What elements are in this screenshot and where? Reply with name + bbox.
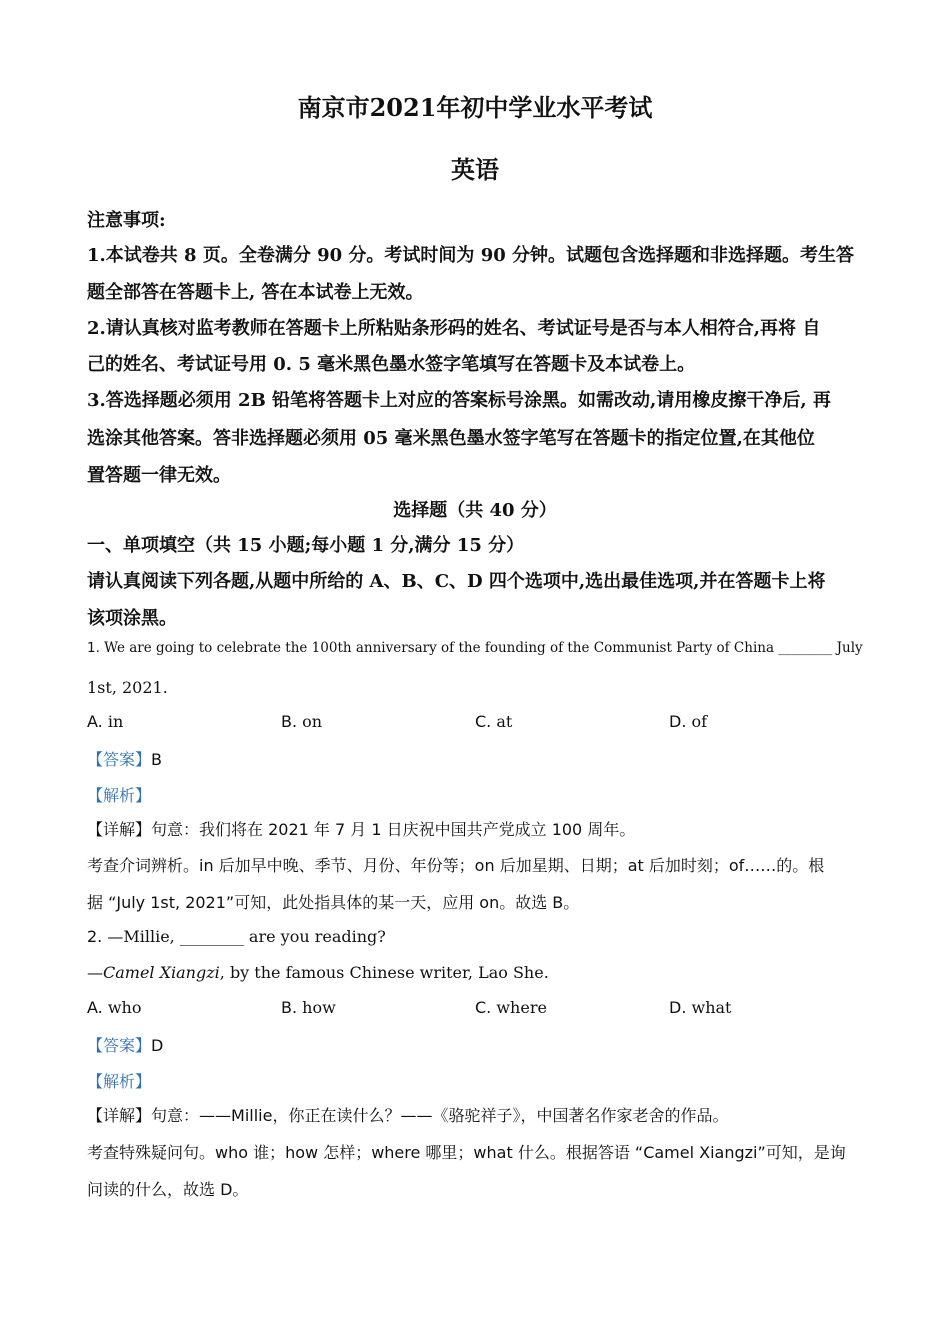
instruction-line: 该项涂黑。 — [87, 608, 177, 629]
answer-label: 【答案】 — [87, 750, 152, 769]
question-text: We are going to celebrate the 100th anniversary of the founding of the Communist Party of China ________ July — [99, 640, 863, 656]
explanation-line: 考查介词辨析。in 后加早中晚、季节、月份、年份等；on 后加星期、日期；at 后加时刻；of……的。根 — [87, 856, 825, 875]
question-text: —Millie, ________ are you reading? — [102, 927, 386, 946]
option-b[interactable]: B. how — [281, 998, 336, 1017]
detail-text: 句意：——Millie，你正在读什么？——《骆驼祥子》，中国著名作家老舍的作品。 — [151, 1106, 729, 1125]
question-1 — [87, 640, 867, 656]
explanation-line: 考查特殊疑问句。who 谁；how 怎样；where 哪里；what 什么。根据答语 “Camel Xiangzi”可知，是询 — [87, 1143, 846, 1162]
answer-line — [87, 747, 867, 770]
notice-line: 3.答选择题必须用 2B 铅笔将答题卡上对应的答案标号涂黑。如需改动,请用橡皮擦干净后, 再 — [87, 390, 831, 411]
explanation-line: 据 “July 1st, 2021”可知，此处指具体的某一天，应用 on。故选 B。 — [87, 893, 580, 912]
book-title: Camel Xiangzi — [103, 963, 220, 982]
notice-line: 己的姓名、考试证号用 0. 5 毫米黑色墨水签字笔填写在答题卡及本试卷上。 — [87, 354, 696, 375]
answer-label: 【答案】 — [87, 1036, 152, 1055]
option-a[interactable]: A. in — [87, 712, 124, 731]
option-d[interactable]: D. of — [669, 712, 708, 731]
section-title: 选择题（共 40 分） — [393, 500, 557, 521]
question-2 — [87, 927, 867, 946]
option-c[interactable]: C. at — [475, 712, 513, 731]
option-c[interactable]: C. where — [475, 998, 547, 1017]
analysis-label: 【解析】 — [87, 1072, 152, 1091]
analysis-label: 【解析】 — [87, 786, 152, 805]
detail-text: 句意：我们将在 2021 年 7 月 1 日庆祝中国共产党成立 100 周年。 — [151, 820, 636, 839]
option-d[interactable]: D. what — [669, 998, 732, 1017]
instruction-line: 请认真阅读下列各题,从题中所给的 A、B、C、D 四个选项中,选出最佳选项,并在答题卡上将 — [87, 571, 826, 592]
question-number: 1. — [87, 640, 100, 656]
detail-line — [87, 1103, 867, 1126]
notice-line: 题全部答在答题卡上, 答在本试卷上无效。 — [87, 282, 424, 303]
exam-title: 南京市2021年初中学业水平考试 — [297, 93, 653, 122]
notice-line: 1.本试卷共 8 页。全卷满分 90 分。考试时间为 90 分钟。试题包含选择题和非选择题。考生答 — [87, 245, 855, 266]
notice-line: 置答题一律无效。 — [87, 465, 231, 486]
answer-line — [87, 1033, 867, 1056]
answer-value: D — [151, 1036, 164, 1055]
subject-title: 英语 — [451, 155, 499, 184]
option-b[interactable]: B. on — [281, 712, 323, 731]
detail-label: 【详解】 — [87, 1106, 152, 1125]
detail-line — [87, 817, 867, 840]
question-text-cont: 1st, 2021. — [87, 678, 168, 697]
question-number: 2. — [87, 927, 103, 946]
part-heading: 一、单项填空（共 15 小题;每小题 1 分,满分 15 分） — [87, 535, 525, 556]
question-reply: —Camel Xiangzi, by the famous Chinese writer, Lao She. — [87, 963, 549, 982]
notice-line: 2.请认真核对监考教师在答题卡上所粘贴条形码的姓名、考试证号是否与本人相符合,再将 自 — [87, 318, 821, 339]
explanation-line: 问读的什么，故选 D。 — [87, 1180, 249, 1199]
notice-heading: 注意事项: — [87, 210, 166, 231]
notice-line: 选涂其他答案。答非选择题必须用 05 毫米黑色墨水签字笔写在答题卡的指定位置,在其他位 — [87, 428, 815, 449]
detail-label: 【详解】 — [87, 820, 152, 839]
answer-value: B — [151, 750, 162, 769]
option-a[interactable]: A. who — [87, 998, 142, 1017]
